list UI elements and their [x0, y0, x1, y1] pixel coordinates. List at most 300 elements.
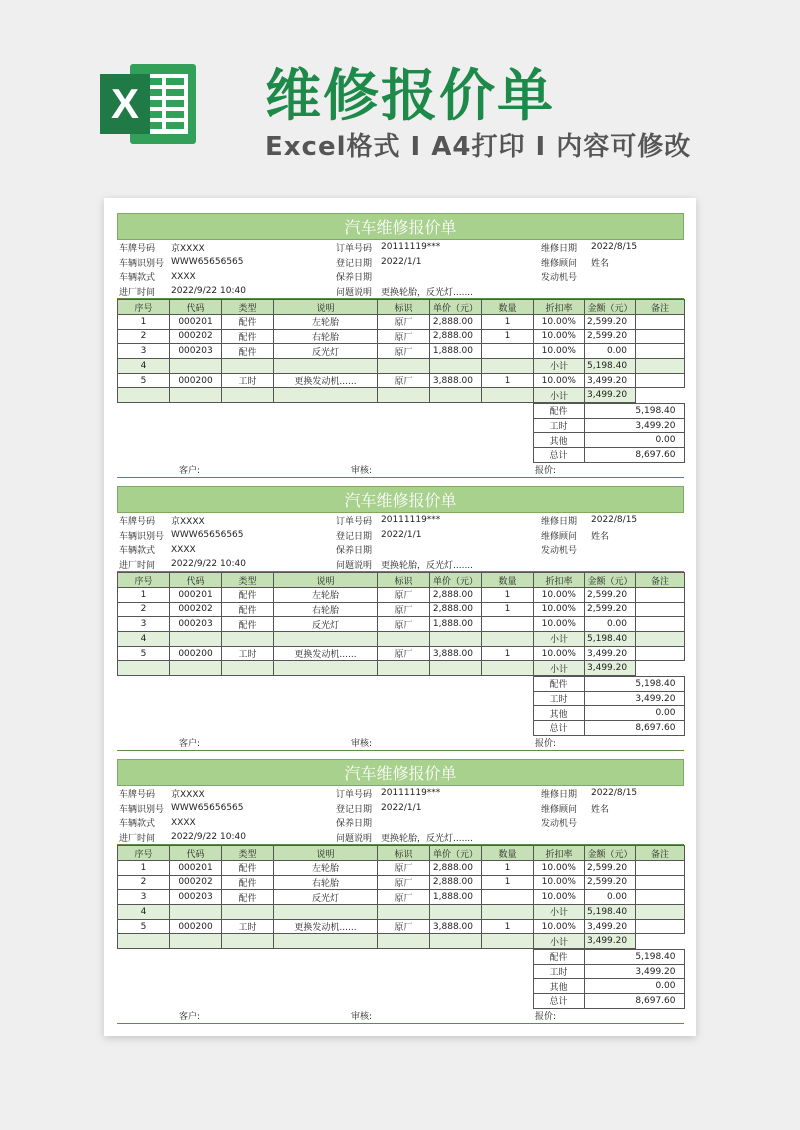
table-cell: 1: [118, 314, 170, 329]
summary-value: 8,697.60: [584, 994, 684, 1009]
table-cell: 000200: [170, 646, 222, 661]
info-value: [589, 269, 684, 284]
info-label: 车牌号码: [119, 243, 156, 254]
info-value: 姓名: [591, 804, 610, 815]
excel-icon: [100, 60, 200, 148]
info-value: 京XXXX: [171, 789, 205, 800]
info-label: 问题说明: [334, 557, 379, 572]
table-cell: 左轮胎: [274, 587, 378, 602]
table-cell: 原厂: [378, 329, 430, 344]
table-cell: 3,888.00: [430, 373, 482, 388]
table-cell: 000202: [170, 875, 222, 890]
table-cell: 配件: [222, 602, 274, 617]
summary-value: 8,697.60: [584, 721, 684, 736]
logo-letter: X: [110, 80, 140, 127]
table-cell: [274, 388, 378, 403]
column-header: 折扣率: [534, 300, 585, 315]
signature-row: [117, 463, 684, 478]
table-cell: 小计: [534, 632, 585, 647]
info-value: 京XXXX: [171, 516, 205, 527]
table-cell: 3,499.20: [585, 934, 636, 949]
form-title: 汽车维修报价单: [117, 759, 684, 786]
table-cell: 10.00%: [534, 314, 585, 329]
info-label: 维修日期: [541, 789, 578, 800]
table-cell: 2: [118, 329, 170, 344]
table-cell: 1: [482, 314, 534, 329]
table-cell: 原厂: [378, 646, 430, 661]
table-cell: 5: [118, 373, 170, 388]
table-cell: 配件: [222, 329, 274, 344]
table-cell: 10.00%: [534, 344, 585, 359]
table-cell: 4: [118, 905, 170, 920]
table-cell: 10.00%: [534, 602, 585, 617]
info-label: 进厂时间: [117, 830, 169, 845]
table-cell: 000202: [170, 602, 222, 617]
table-cell: [378, 905, 430, 920]
info-value: 姓名: [591, 258, 610, 269]
table-cell: 原厂: [378, 860, 430, 875]
table-cell: 0.00: [585, 890, 636, 905]
table-cell: [222, 934, 274, 949]
table-cell: 原厂: [378, 890, 430, 905]
summary-label: 配件: [533, 404, 584, 419]
table-cell: [482, 661, 534, 676]
table-row: [118, 617, 685, 632]
summary-value: 5,198.40: [584, 677, 684, 692]
spacer: [117, 994, 533, 1009]
summary-value: 3,499.20: [584, 691, 684, 706]
column-header: 备注: [636, 573, 685, 588]
info-value: 2022/1/1: [381, 530, 422, 541]
quote-form: [117, 759, 684, 1024]
table-cell: 000201: [170, 587, 222, 602]
table-cell: 2: [118, 602, 170, 617]
table-cell: 2,888.00: [430, 329, 482, 344]
info-value: 2022/8/15: [591, 515, 638, 526]
table-cell: [170, 359, 222, 374]
info-value: [589, 815, 684, 830]
table-cell: 10.00%: [534, 890, 585, 905]
info-label: [539, 557, 589, 572]
summary-label: 工时: [533, 691, 584, 706]
column-header: 单价（元）: [430, 300, 482, 315]
table-cell: [378, 934, 430, 949]
info-value: 2022/9/22 10:40: [169, 284, 334, 299]
table-row: [118, 373, 685, 388]
info-value: 更换轮胎，反光灯.......: [379, 557, 539, 572]
table-cell: [636, 919, 685, 934]
page-subtitle: Excel格式 I A4打印 I 内容可修改: [265, 132, 692, 162]
info-value: XXXX: [171, 544, 196, 555]
table-cell: 1: [482, 587, 534, 602]
info-value: WWW65656565: [171, 803, 244, 814]
table-row: [118, 890, 685, 905]
info-label: 车牌号码: [119, 789, 156, 800]
form-title: 汽车维修报价单: [117, 213, 684, 240]
table-cell: [430, 359, 482, 374]
table-cell: 10.00%: [534, 860, 585, 875]
table-cell: 1: [482, 875, 534, 890]
table-cell: [636, 329, 685, 344]
table-row: [118, 329, 685, 344]
table-cell: 1: [482, 646, 534, 661]
table-cell: [170, 905, 222, 920]
info-label: 进厂时间: [117, 284, 169, 299]
table-cell: 5,198.40: [585, 632, 636, 647]
info-value: XXXX: [171, 271, 196, 282]
summary-value: 3,499.20: [584, 418, 684, 433]
column-header: 折扣率: [534, 573, 585, 588]
table-cell: 2,888.00: [430, 860, 482, 875]
table-cell: 1: [482, 860, 534, 875]
table-cell: 1: [482, 329, 534, 344]
info-label: 车辆款式: [119, 546, 156, 557]
info-label: 维修顾问: [541, 804, 578, 815]
table-cell: 2,599.20: [585, 329, 636, 344]
table-cell: [430, 388, 482, 403]
table-cell: [274, 934, 378, 949]
items-table: [117, 572, 685, 676]
info-label: 车辆识别号: [119, 531, 165, 542]
table-cell: [222, 905, 274, 920]
table-cell: 小计: [534, 661, 585, 676]
column-header: 说明: [274, 573, 378, 588]
table-cell: 3,888.00: [430, 646, 482, 661]
table-cell: 1,888.00: [430, 890, 482, 905]
table-cell: 10.00%: [534, 617, 585, 632]
table-cell: 2: [118, 875, 170, 890]
table-cell: [378, 388, 430, 403]
info-value: 更换轮胎，反光灯.......: [379, 284, 539, 299]
info-label: 登记日期: [336, 531, 373, 542]
summary-value: 5,198.40: [584, 950, 684, 965]
info-label: 车牌号码: [119, 516, 156, 527]
column-header: 序号: [118, 846, 170, 861]
info-value: 2022/8/15: [591, 788, 638, 799]
info-label: 维修日期: [541, 243, 578, 254]
table-cell: 2,599.20: [585, 875, 636, 890]
signature-row: [117, 736, 684, 751]
table-cell: [636, 661, 685, 676]
spacer: [117, 433, 533, 448]
table-row: [118, 602, 685, 617]
items-table: [117, 845, 685, 949]
table-cell: 1: [482, 919, 534, 934]
table-cell: 配件: [222, 860, 274, 875]
table-cell: 10.00%: [534, 875, 585, 890]
spacer: [117, 721, 533, 736]
table-cell: [222, 632, 274, 647]
table-cell: 2,888.00: [430, 587, 482, 602]
table-cell: 2,599.20: [585, 860, 636, 875]
table-cell: [170, 632, 222, 647]
info-label: 维修顾问: [541, 531, 578, 542]
info-label: 发动机号: [541, 546, 578, 557]
info-label: 订单号码: [336, 789, 373, 800]
info-label: 维修顾问: [541, 258, 578, 269]
page-header: [0, 0, 800, 200]
column-header: 代码: [170, 573, 222, 588]
table-cell: 1,888.00: [430, 344, 482, 359]
table-cell: [636, 632, 685, 647]
table-cell: 3: [118, 617, 170, 632]
info-value: 京XXXX: [171, 243, 205, 254]
table-cell: 10.00%: [534, 919, 585, 934]
table-row: [118, 934, 685, 949]
column-header: 单价（元）: [430, 846, 482, 861]
summary-value: 3,499.20: [584, 964, 684, 979]
column-header: 代码: [170, 846, 222, 861]
spacer: [117, 448, 533, 463]
table-cell: [482, 388, 534, 403]
info-value: WWW65656565: [171, 530, 244, 541]
summary-label: 工时: [533, 964, 584, 979]
table-row: [118, 314, 685, 329]
info-label: 车辆款式: [119, 819, 156, 830]
info-value: 20111119***: [381, 788, 441, 799]
page-title: 维修报价单: [265, 64, 555, 129]
table-cell: [118, 388, 170, 403]
table-cell: [482, 359, 534, 374]
table-cell: 000201: [170, 860, 222, 875]
table-row: [118, 646, 685, 661]
info-value: [589, 557, 684, 572]
summary-label: 其他: [533, 979, 584, 994]
table-cell: 000200: [170, 919, 222, 934]
spacer: [117, 979, 533, 994]
info-value: 2022/1/1: [381, 803, 422, 814]
column-header: 类型: [222, 300, 274, 315]
spacer: [117, 691, 533, 706]
table-cell: [636, 314, 685, 329]
table-cell: [222, 359, 274, 374]
spacer: [117, 964, 533, 979]
table-cell: 3,499.20: [585, 388, 636, 403]
info-label: 问题说明: [334, 830, 379, 845]
summary-label: 总计: [533, 448, 584, 463]
table-cell: 3,499.20: [585, 661, 636, 676]
info-value: [379, 815, 539, 830]
table-cell: 小计: [534, 934, 585, 949]
table-cell: 反光灯: [274, 617, 378, 632]
info-label: [539, 830, 589, 845]
table-cell: [170, 934, 222, 949]
items-table: [117, 299, 685, 403]
table-row: [118, 860, 685, 875]
column-header: 单价（元）: [430, 573, 482, 588]
table-cell: [430, 934, 482, 949]
table-cell: 3,499.20: [585, 646, 636, 661]
table-cell: [636, 617, 685, 632]
table-cell: [636, 388, 685, 403]
table-row: [118, 661, 685, 676]
table-cell: 配件: [222, 344, 274, 359]
table-cell: [482, 890, 534, 905]
info-label: 发动机号: [541, 819, 578, 830]
table-cell: 配件: [222, 587, 274, 602]
table-cell: 原厂: [378, 919, 430, 934]
table-cell: 3,499.20: [585, 919, 636, 934]
review-label: 审核:: [349, 463, 533, 478]
table-cell: [482, 905, 534, 920]
summary-table: [117, 949, 685, 1009]
table-cell: [378, 661, 430, 676]
table-row: [118, 388, 685, 403]
table-cell: 左轮胎: [274, 314, 378, 329]
table-cell: 5: [118, 919, 170, 934]
table-cell: 0.00: [585, 344, 636, 359]
summary-label: 其他: [533, 706, 584, 721]
info-value: 20111119***: [381, 515, 441, 526]
column-header: 金额（元）: [585, 846, 636, 861]
summary-label: 配件: [533, 677, 584, 692]
summary-label: 配件: [533, 950, 584, 965]
table-cell: [378, 359, 430, 374]
quote-label: 报价:: [533, 736, 684, 751]
spacer: [117, 404, 533, 419]
quote-form: [117, 213, 684, 478]
table-cell: 原厂: [378, 875, 430, 890]
table-cell: [430, 661, 482, 676]
table-cell: 1: [482, 373, 534, 388]
table-cell: 5: [118, 646, 170, 661]
quote-form: [117, 486, 684, 751]
column-header: 标识: [378, 573, 430, 588]
table-cell: [378, 632, 430, 647]
table-cell: 工时: [222, 919, 274, 934]
info-label: 问题说明: [334, 284, 379, 299]
column-header: 序号: [118, 573, 170, 588]
table-cell: 原厂: [378, 602, 430, 617]
table-cell: [274, 359, 378, 374]
info-label: 登记日期: [336, 258, 373, 269]
info-label: 车辆款式: [119, 273, 156, 284]
info-label: 保养日期: [336, 273, 373, 284]
info-label: 维修日期: [541, 516, 578, 527]
table-cell: 10.00%: [534, 373, 585, 388]
table-cell: 10.00%: [534, 646, 585, 661]
form-title: 汽车维修报价单: [117, 486, 684, 513]
column-header: 说明: [274, 300, 378, 315]
table-cell: [482, 344, 534, 359]
table-cell: 反光灯: [274, 890, 378, 905]
summary-table: [117, 676, 685, 736]
column-header: 金额（元）: [585, 573, 636, 588]
column-header: 代码: [170, 300, 222, 315]
table-cell: 000203: [170, 617, 222, 632]
summary-value: 8,697.60: [584, 448, 684, 463]
table-cell: [636, 587, 685, 602]
table-cell: 10.00%: [534, 329, 585, 344]
column-header: 标识: [378, 846, 430, 861]
column-header: 备注: [636, 846, 685, 861]
quote-label: 报价:: [533, 463, 684, 478]
customer-label: 客户:: [177, 736, 349, 751]
table-cell: 3,499.20: [585, 373, 636, 388]
table-cell: 000203: [170, 344, 222, 359]
table-row: [118, 919, 685, 934]
table-cell: 更换发动机......: [274, 373, 378, 388]
table-cell: 10.00%: [534, 587, 585, 602]
info-label: 订单号码: [336, 243, 373, 254]
table-row: [118, 905, 685, 920]
table-cell: 0.00: [585, 617, 636, 632]
table-cell: 4: [118, 632, 170, 647]
summary-label: 总计: [533, 994, 584, 1009]
info-value: 更换轮胎，反光灯.......: [379, 830, 539, 845]
table-cell: [636, 875, 685, 890]
table-cell: [636, 860, 685, 875]
summary-value: 0.00: [584, 433, 684, 448]
info-value: 姓名: [591, 531, 610, 542]
table-cell: 左轮胎: [274, 860, 378, 875]
table-cell: [636, 646, 685, 661]
vehicle-info: [117, 513, 684, 572]
table-cell: 1: [118, 860, 170, 875]
summary-value: 5,198.40: [584, 404, 684, 419]
column-header: 数量: [482, 846, 534, 861]
table-cell: 5,198.40: [585, 359, 636, 374]
table-row: [118, 875, 685, 890]
info-label: 保养日期: [336, 546, 373, 557]
info-value: [379, 542, 539, 557]
info-value: [589, 542, 684, 557]
table-cell: [482, 934, 534, 949]
customer-label: 客户:: [177, 463, 349, 478]
info-label: 车辆识别号: [119, 258, 165, 269]
summary-label: 其他: [533, 433, 584, 448]
info-value: 2022/9/22 10:40: [169, 557, 334, 572]
table-cell: 原厂: [378, 587, 430, 602]
info-label: 进厂时间: [117, 557, 169, 572]
table-row: [118, 587, 685, 602]
summary-value: 0.00: [584, 979, 684, 994]
table-cell: [118, 934, 170, 949]
info-label: [539, 284, 589, 299]
column-header: 备注: [636, 300, 685, 315]
column-header: 数量: [482, 300, 534, 315]
info-label: 发动机号: [541, 273, 578, 284]
table-cell: [274, 661, 378, 676]
column-header: 金额（元）: [585, 300, 636, 315]
table-cell: [482, 632, 534, 647]
table-cell: 右轮胎: [274, 329, 378, 344]
column-header: 说明: [274, 846, 378, 861]
table-cell: [222, 661, 274, 676]
info-label: 登记日期: [336, 804, 373, 815]
table-cell: 小计: [534, 388, 585, 403]
table-cell: 配件: [222, 314, 274, 329]
table-cell: 小计: [534, 359, 585, 374]
table-cell: 000203: [170, 890, 222, 905]
table-cell: 右轮胎: [274, 602, 378, 617]
table-cell: 原厂: [378, 617, 430, 632]
table-cell: 右轮胎: [274, 875, 378, 890]
table-cell: 更换发动机......: [274, 919, 378, 934]
info-label: 保养日期: [336, 819, 373, 830]
info-value: [379, 269, 539, 284]
table-cell: [636, 890, 685, 905]
vehicle-info: [117, 786, 684, 845]
table-cell: [222, 388, 274, 403]
column-header: 标识: [378, 300, 430, 315]
table-cell: [274, 632, 378, 647]
table-cell: 3: [118, 890, 170, 905]
table-cell: [636, 344, 685, 359]
summary-value: 0.00: [584, 706, 684, 721]
info-value: [589, 284, 684, 299]
table-cell: 4: [118, 359, 170, 374]
